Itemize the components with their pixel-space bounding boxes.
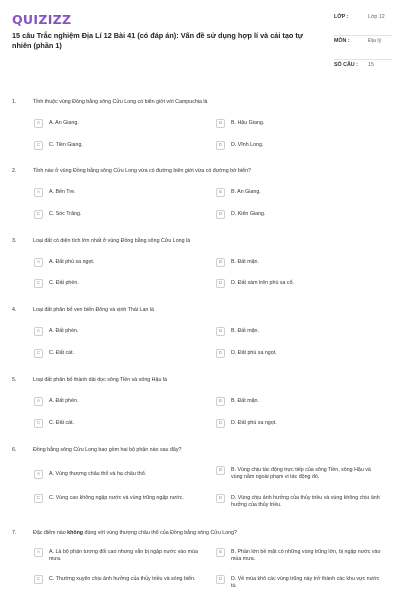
option-letter-box: C [34, 279, 43, 288]
question-text-post: đúng với vùng thượng châu thổ của Đồng bằng sông Cửu Long? [83, 530, 237, 536]
option-letter-box: D [216, 419, 225, 428]
question-number: 7. [12, 530, 17, 536]
option-c[interactable] [34, 495, 201, 503]
option-b[interactable] [216, 120, 383, 128]
option-a[interactable] [34, 259, 201, 267]
option-b[interactable] [216, 549, 383, 563]
option-letter-box: D [216, 575, 225, 584]
option-label: B. Phần lớn bề mặt có những vùng trũng lớn, bị ngập nước vào mùa mưa. [231, 549, 381, 562]
option-label: A. An Giang. [49, 120, 79, 126]
option-a[interactable] [34, 471, 201, 479]
option-label: C. Đất cát. [49, 420, 75, 426]
option-a[interactable] [34, 398, 201, 406]
option-label: D. Đất phù sa ngọt. [231, 420, 277, 426]
option-label: B. Đất mặn. [231, 398, 259, 404]
option-letter-box: B [216, 188, 225, 197]
question-text [33, 529, 388, 537]
option-label: D. Đất xám trên phù sa cổ. [231, 280, 295, 286]
option-label: A. Đất phèn. [49, 398, 79, 404]
option-letter-box: C [34, 575, 43, 584]
worksheet-header [0, 0, 400, 82]
option-c[interactable] [34, 142, 201, 150]
option-label: C. Đất cát. [49, 350, 75, 356]
question-text: Tỉnh nào ở vùng Đồng bằng sông Cửu Long vừa có đường biên giới vừa có đường bờ biển? [33, 168, 251, 174]
meta-count-value: 15 [368, 62, 374, 68]
option-label: A. Đất phù sa ngọt. [49, 259, 95, 265]
meta-subject-value: Địa lý [368, 38, 382, 44]
option-letter-box: A [34, 258, 43, 267]
option-b[interactable] [216, 328, 383, 336]
option-label: C. Tiền Giang. [49, 142, 83, 148]
option-letter-box: B [216, 548, 225, 557]
option-letter-box: D [216, 349, 225, 358]
option-b[interactable] [216, 398, 383, 406]
question-text: Loại đất phân bố thành dải dọc sông Tiền và sông Hậu là [33, 377, 167, 383]
option-label: D. Vĩnh Long. [231, 142, 264, 148]
option-d[interactable] [216, 420, 383, 428]
question-text: Đồng bằng sông Cửu Long bao gồm hai bộ phận nào sau đây? [33, 447, 182, 453]
option-label: B. An Giang. [231, 189, 261, 195]
option-label: C. Sóc Trăng. [49, 211, 82, 217]
option-d[interactable] [216, 495, 383, 509]
option-letter-box: A [34, 327, 43, 336]
meta-subject [334, 36, 392, 60]
option-label: A. Là bộ phận tương đối cao nhưng vẫn bị ngập nước vào mùa mưa. [49, 549, 198, 562]
option-letter-box: C [34, 141, 43, 150]
meta-panel [334, 12, 392, 75]
option-label: D. Về mùa khô các vùng trũng này trở thành các khu vực nước tù. [231, 576, 380, 589]
option-letter-box: B [216, 466, 225, 475]
option-letter-box: C [34, 210, 43, 219]
option-letter-box: A [34, 119, 43, 128]
option-label: A. Đất phèn. [49, 328, 79, 334]
option-label: C. Thường xuyên chịu ảnh hưởng của thủy triều và sóng biển. [49, 576, 196, 582]
option-label: B. Hậu Giang. [231, 120, 265, 126]
option-letter-box: A [34, 548, 43, 557]
option-c[interactable] [34, 576, 201, 584]
question-number: 5. [12, 377, 17, 383]
option-letter-box: C [34, 494, 43, 503]
meta-class-value: Lớp 12 [368, 14, 385, 20]
option-c[interactable] [34, 211, 201, 219]
question-text: Loại đất phân bố ven biển Đông và vịnh Thái Lan là [33, 307, 154, 313]
option-a[interactable] [34, 189, 201, 197]
question-text: Loại đất có diện tích lớn nhất ở vùng Đồng bằng sông Cửu Long là [33, 238, 191, 244]
option-label: D. Kiên Giang. [231, 211, 266, 217]
question-number: 6. [12, 447, 17, 453]
option-c[interactable] [34, 350, 201, 358]
option-letter-box: B [216, 327, 225, 336]
option-b[interactable] [216, 259, 383, 267]
option-d[interactable] [216, 350, 383, 358]
option-letter-box: B [216, 397, 225, 406]
option-c[interactable] [34, 280, 201, 288]
option-letter-box: A [34, 188, 43, 197]
option-label: B. Đất mặn. [231, 259, 259, 265]
option-letter-box: A [34, 470, 43, 479]
question-text-emphasis: không [67, 530, 84, 536]
option-letter-box: D [216, 494, 225, 503]
option-label: A. Vùng thượng châu thổ và hạ châu thổ. [49, 471, 147, 477]
question-number: 1. [12, 99, 17, 105]
option-label: A. Bến Tre. [49, 189, 76, 195]
document-title: 15 câu Trắc nghiệm Địa Lí 12 Bài 41 (có đáp án): Vấn đề sử dụng hợp lí và cải tạo tự nhiên (phần 1) [12, 31, 304, 50]
option-d[interactable] [216, 211, 383, 219]
option-label: D. Đất phù sa ngọt. [231, 350, 277, 356]
option-letter-box: A [34, 397, 43, 406]
option-letter-box: D [216, 279, 225, 288]
quizizz-logo: QUIZIZZ [12, 12, 72, 27]
option-d[interactable] [216, 142, 383, 150]
option-letter-box: C [34, 419, 43, 428]
option-b[interactable] [216, 467, 383, 481]
option-d[interactable] [216, 576, 383, 590]
meta-class [334, 12, 392, 36]
option-a[interactable] [34, 328, 201, 336]
question-text: Tỉnh thuộc vùng Đồng bằng sông Cửu Long có biên giới với Campuchia là [33, 99, 208, 105]
option-label: D. Vùng chịu ảnh hưởng của thủy triều và vùng không chịu ảnh hưởng của thủy triều. [231, 495, 380, 508]
option-letter-box: D [216, 141, 225, 150]
question-number: 2. [12, 168, 17, 174]
option-c[interactable] [34, 420, 201, 428]
option-label: B. Vùng chịu tác động trực tiếp của sông Tiền, sông Hậu và vùng nằm ngoài phạm vi tác động đó. [231, 467, 371, 480]
meta-class-label: LỚP : [334, 14, 349, 20]
option-letter-box: B [216, 119, 225, 128]
option-d[interactable] [216, 280, 383, 288]
option-a[interactable] [34, 549, 201, 563]
question-number: 3. [12, 238, 17, 244]
option-letter-box: C [34, 349, 43, 358]
option-label: C. Đất phèn. [49, 280, 79, 286]
question-number: 4. [12, 307, 17, 313]
option-label: C. Vùng cao không ngập nước và vùng trũng ngập nước. [49, 495, 184, 501]
option-letter-box: D [216, 210, 225, 219]
question-text-pre: Đặc điểm nào [33, 530, 68, 536]
option-letter-box: B [216, 258, 225, 267]
option-a[interactable] [34, 120, 201, 128]
option-label: B. Đất mặn. [231, 328, 259, 334]
meta-count-label: SỐ CÂU : [334, 62, 358, 68]
meta-count [334, 60, 392, 75]
meta-subject-label: MÔN : [334, 38, 350, 44]
option-b[interactable] [216, 189, 383, 197]
